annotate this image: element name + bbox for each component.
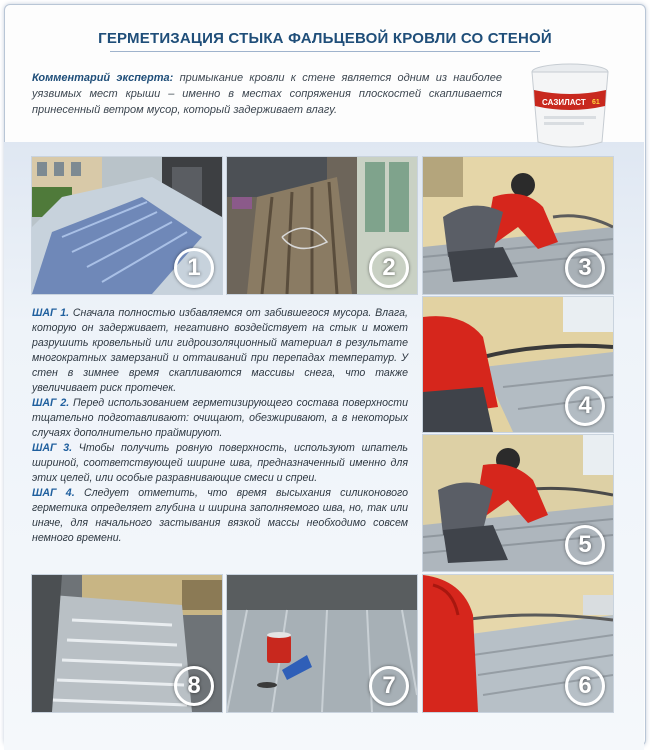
step-1 <box>32 306 408 396</box>
photo-step-2 <box>226 156 418 295</box>
step-4-text: Следует отметить, что время высыхания силиконового герметика определяет глубина и ширина заполняемого шва, но, так или иначе, для начального застывания вязкой массы необходимо совсем немного времени. <box>32 487 409 544</box>
step-2 <box>32 396 408 441</box>
photo-number-4: 4 <box>565 386 605 426</box>
step-4-label: ШАГ 4. <box>32 487 75 499</box>
bucket-model-label: 61 <box>592 99 600 106</box>
step-1-text: Сначала полностью избавляемся от забившегося мусора. Влага, которую он задерживает, негативно воздействует на стык и может разрушить кровельный или гидроизоляционный материал в результате многократных замерзаний и оттаиваний при перепадах температур. У стен в зимнее время скапливаются массивы снега, что также увеличивает риск протечек. <box>32 307 408 394</box>
steps-text <box>32 306 408 546</box>
photo-number-3: 3 <box>565 248 605 288</box>
step-3 <box>32 441 408 486</box>
step-2-text: Перед использованием герметизирующего состава поверхности тщательно подготавливают: очищают, обезжиривают, а в некоторых случаях дополнительно праймируют. <box>32 397 409 439</box>
step-2-label: ШАГ 2. <box>32 397 70 409</box>
page-title: ГЕРМЕТИЗАЦИЯ СТЫКА ФАЛЬЦЕВОЙ КРОВЛИ СО СТЕНОЙ <box>98 30 552 47</box>
photo-number-1: 1 <box>174 248 214 288</box>
photo-step-1 <box>31 156 223 295</box>
photo-step-5 <box>422 434 614 572</box>
expert-comment-label: Комментарий эксперта: <box>32 72 174 84</box>
photo-step-6 <box>422 574 614 713</box>
step-1-label: ШАГ 1. <box>32 307 70 319</box>
photo-number-2: 2 <box>369 248 409 288</box>
photo-step-7 <box>226 574 418 713</box>
step-3-text: Чтобы получить ровную поверхность, используют шпатель шириной, соответствующей ширине шва, предназначенный именно для этих целей, или особые разравнивающие смеси и спреи. <box>32 442 408 484</box>
step-4 <box>32 486 408 546</box>
photo-number-8: 8 <box>174 666 214 706</box>
expert-comment <box>32 70 502 118</box>
expert-comment-text: примыкание кровли к стене является одним из наиболее уязвимых мест крыши – именно в местах сопряжения плоскостей скапливается принесенный ветром мусор, который задерживает влагу. <box>32 72 502 116</box>
photo-number-6: 6 <box>565 666 605 706</box>
photo-step-3 <box>422 156 614 295</box>
photo-step-8 <box>31 574 223 713</box>
sealant-bucket-image <box>520 60 620 152</box>
step-3-label: ШАГ 3. <box>32 442 73 454</box>
bucket-brand-label: САЗИЛАСТ <box>542 98 586 107</box>
title-divider <box>110 51 540 52</box>
photo-number-7: 7 <box>369 666 409 706</box>
photo-step-4 <box>422 296 614 433</box>
photo-number-5: 5 <box>565 525 605 565</box>
